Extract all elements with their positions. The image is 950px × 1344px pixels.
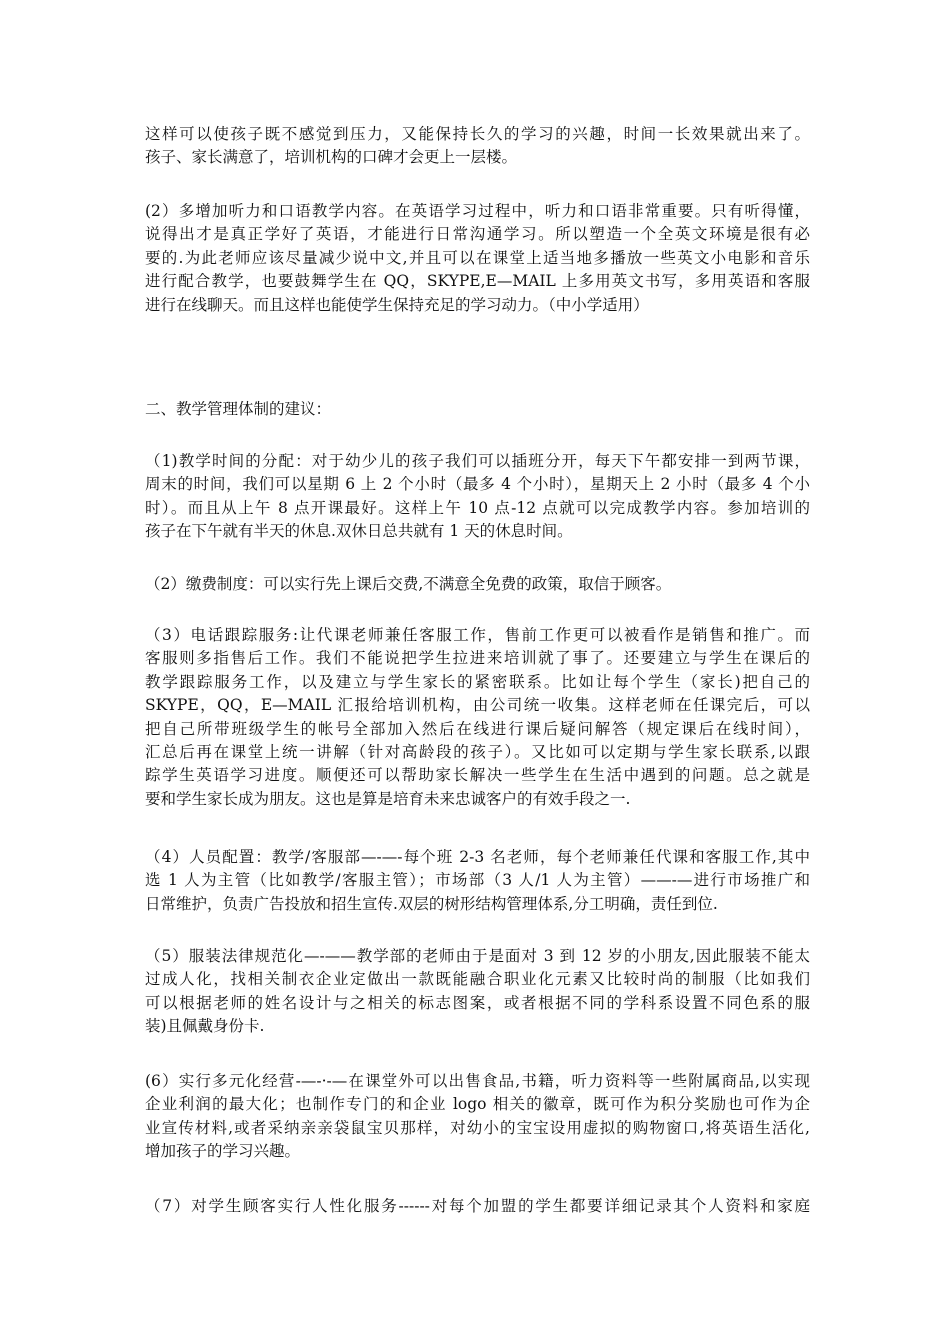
text-line: 客服则多指售后工作。我们不能说把学生拉进来培训就了事了。还要建立与学生在课后的 (145, 649, 810, 668)
section-heading (145, 398, 810, 421)
text-line: 孩子在下午就有半天的休息.双休日总共就有 1 天的休息时间。 (145, 522, 573, 541)
text-line: 汇总后再在课堂上统一讲解（针对高龄段的孩子）。又比如可以定期与学生家长联系,以跟 (145, 743, 810, 762)
text-line: 踪学生英语学习进度。顺便还可以帮助家长解决一些学生在生活中遇到的问题。总之就是 (145, 766, 810, 785)
text-line: 孩子、家长满意了，培训机构的口碑才会更上一层楼。 (145, 148, 518, 167)
text-line: 日常维护，负责广告投放和招生宣传.双层的树形结构管理体系,分工明确，责任到位. (145, 894, 718, 913)
text-line: （2）缴费制度：可以实行先上课后交费,不满意全免费的政策，取信于顾客。 (145, 575, 672, 593)
item-7-personalized-service (145, 1195, 810, 1218)
text-line: 选 1 人为主管（比如教学/客服主管）；市场部（3 人/1 人为主管）——-—进行市场推广和 (145, 871, 810, 890)
text-line: 进行在线聊天。而且这样也能使学生保持充足的学习动力。（中小学适用） (145, 295, 649, 314)
text-line: 增加孩子的学习兴趣。 (145, 1142, 301, 1161)
section-title: 二、教学管理体制的建议： (145, 400, 332, 418)
text-line: 装)且佩戴身份卡. (145, 1017, 265, 1036)
text-line: 过成人化，找相关制衣企业定做出一款既能融合职业化元素又比较时尚的制服（比如我们 (145, 970, 810, 989)
paragraph-intro (145, 123, 810, 170)
text-line: (2）多增加听力和口语教学内容。在英语学习过程中，听力和口语非常重要。只有听得懂， (145, 202, 810, 220)
text-line: （1)教学时间的分配：对于幼少儿的孩子我们可以插班分开，每天下午都安排一到两节课， (145, 452, 810, 470)
text-line: SKYPE，QQ，E—MAIL 汇报给培训机构，由公司统一收集。这样老师在任课完后，可以 (145, 696, 810, 715)
text-line: （5）服装法律规范化—-——教学部的老师由于是面对 3 到 12 岁的小朋友,因此服装不能太 (145, 947, 810, 965)
text-line: （7）对学生顾客实行人性化服务------对每个加盟的学生都要详细记录其个人资料和家庭 (145, 1197, 810, 1215)
text-line: 教学跟踪服务工作，以及建立与学生家长的紧密联系。比如让每个学生（家长)把自己的 (145, 672, 810, 691)
item-1-teaching-time (145, 450, 810, 544)
item-5-dress-code (145, 945, 810, 1039)
text-line: (6）实行多元化经营-—-·-—在课堂外可以出售食品,书籍，听力资料等一些附属商品,以实现 (145, 1072, 810, 1090)
item-3-phone-follow-up (145, 624, 810, 811)
text-line: （3）电话跟踪服务:让代课老师兼任客服工作，售前工作更可以被看作是销售和推广。而 (145, 626, 810, 644)
text-line: 企业利润的最大化；也制作专门的和企业 logo 相关的徽章，既可作为积分奖励也可作为企 (145, 1095, 810, 1114)
text-line: 说得出才是真正学好了英语，才能进行日常沟通学习。所以塑造一个全英文环境是很有必 (145, 225, 810, 244)
text-line: 要的.为此老师应该尽量减少说中文,并且可以在课堂上适当地多播放一些英文小电影和音乐 (145, 248, 810, 267)
item-4-staffing (145, 846, 810, 916)
text-line: 要和学生家长成为朋友。这也是算是培育未来忠诚客户的有效手段之一. (145, 789, 631, 808)
text-line: 这样可以使孩子既不感觉到压力，又能保持长久的学习的兴趣，时间一长效果就出来了。 (145, 125, 810, 143)
item-2-payment (145, 573, 810, 596)
text-line: 可以根据老师的姓名设计与之相关的标志图案，或者根据不同的学科系设置不同色系的服 (145, 993, 810, 1012)
item-6-diversified-business (145, 1070, 810, 1164)
paragraph-listening-speaking (145, 200, 810, 317)
text-line: 把自己所带班级学生的帐号全部加入然后在线进行课后疑问解答（规定课后在线时间）， (145, 719, 810, 738)
text-line: 时）。而且从上午 8 点开课最好。这样上午 10 点-12 点就可以完成教学内容。参加培训的 (145, 498, 810, 517)
text-line: 业宣传材料,或者采纳亲亲袋鼠宝贝那样，对幼小的宝宝设用虚拟的购物窗口,将英语生活化, (145, 1118, 810, 1137)
text-line: 周末的时间，我们可以星期 6 上 2 个小时（最多 4 个小时），星期天上 2 小时（最多 4 个小 (145, 475, 810, 494)
text-line: 进行配合教学，也要鼓舞学生在 QQ，SKYPE,E—MAIL 上多用英文书写，多用英语和客服 (145, 272, 810, 291)
text-line: （4）人员配置：教学/客服部—-—-每个班 2-3 名老师，每个老师兼任代课和客服工作,其中 (145, 848, 810, 866)
